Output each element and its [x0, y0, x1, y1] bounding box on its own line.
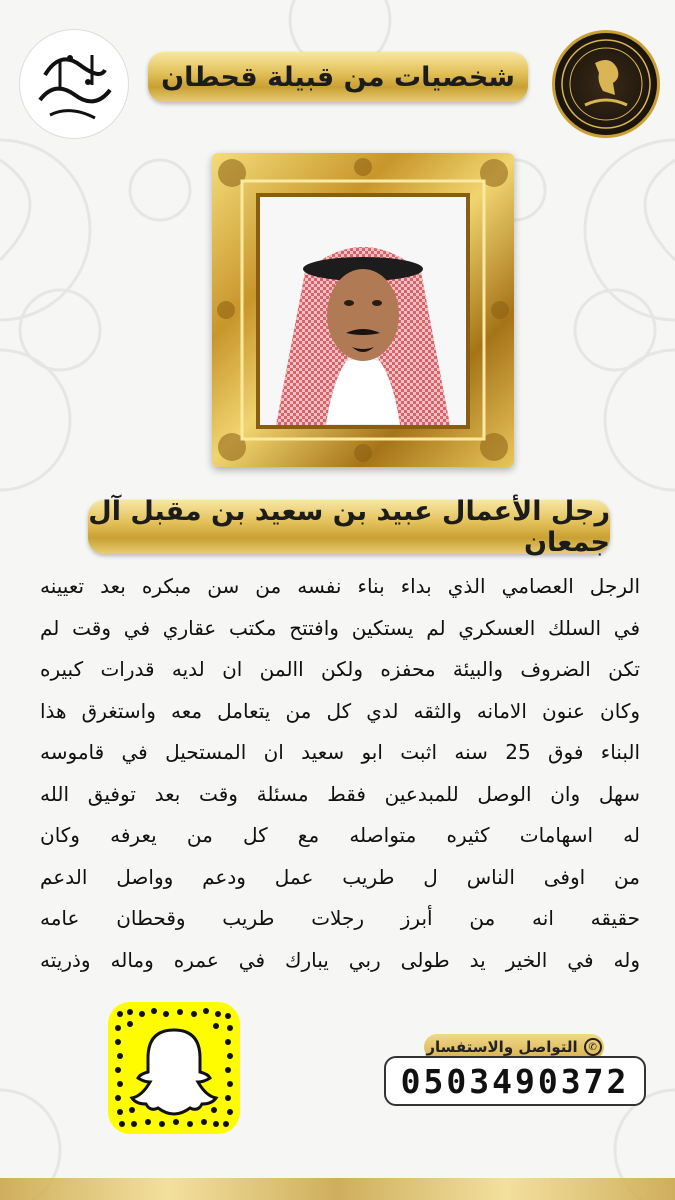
calligraphy-signature-icon — [20, 30, 128, 138]
bio-line: وكان عنون الامانه والثقه لدي كل من يتعامل معه واستغرق هذا — [40, 698, 640, 723]
whatsapp-icon[interactable]: ✆ — [584, 1038, 602, 1056]
bio-line: في السلك العسكري لم يستكين وافتتح مكتب عقاري في وقت لم — [40, 615, 640, 640]
bio-line: له اسهامات كثيره متواصله مع كل من يعرفه وكان — [40, 823, 640, 847]
bio-line: البناء فوق 25 سنه اثبت ابو سعيد ان المستحيل في قاموسه — [40, 740, 641, 764]
contact-label-text: التواصل والاستفسار — [426, 1038, 578, 1056]
phone-number[interactable] — [384, 1056, 646, 1106]
biography-text — [40, 566, 640, 981]
bottom-decorative-band — [0, 1178, 675, 1200]
horse-emblem-icon — [555, 33, 657, 135]
person-name: رجل الأعمال عبيد بن سعيد بن مقبل آل جمعان — [88, 496, 610, 558]
bio-line: من اوفى الناس ل طريب عمل ودعم وواصل الدعم — [40, 864, 640, 889]
name-banner — [88, 496, 610, 558]
person-portrait-icon — [260, 197, 466, 425]
portrait-frame — [212, 153, 514, 467]
snapchat-snapcode[interactable] — [108, 1002, 240, 1134]
bio-line: سهل وان الوصل للمبدعين فقط مسئلة وقت بعد توفيق الله — [40, 781, 640, 806]
header-title-banner — [148, 52, 528, 102]
tribe-emblem-logo — [552, 30, 660, 138]
portrait-photo — [256, 193, 470, 429]
bio-line: وله في الخير يد طولى ربي يبارك في عمره وماله وذريته — [40, 947, 640, 972]
signature-logo — [20, 30, 128, 138]
phone-number-text: 0503490372 — [400, 1061, 630, 1101]
page-title: شخصيات من قبيلة قحطان — [161, 61, 515, 93]
bio-line: تكن الضروف والبيئة محفزه ولكن االمن ان لديه قدرات كبيره — [40, 657, 640, 681]
snapchat-ghost-icon — [108, 1002, 240, 1134]
bio-line: الرجل العصامي الذي بداء بناء نفسه من سن مبكره بعد تعيينه — [40, 574, 640, 598]
bio-line: حقيقه انه من أبرز رجلات طريب وقحطان عامه — [40, 906, 640, 930]
